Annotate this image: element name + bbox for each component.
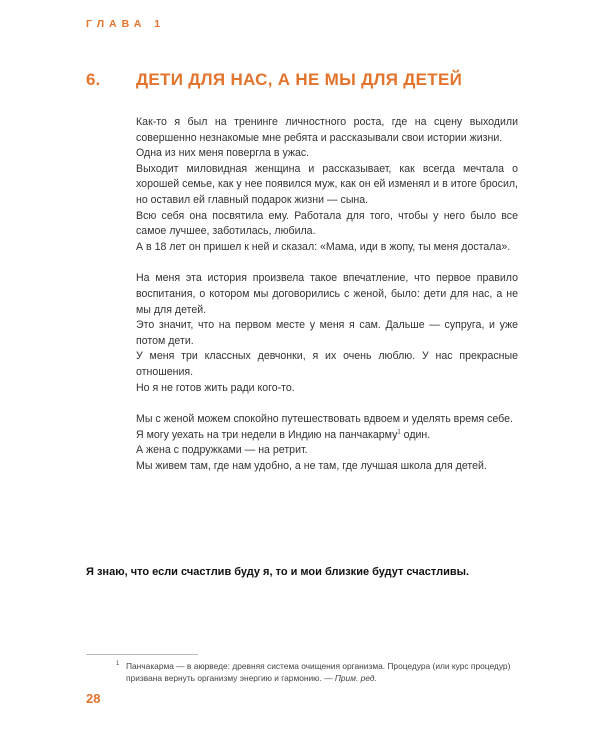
paragraph-with-footnote — [136, 428, 518, 444]
chapter-number: 6. — [86, 70, 101, 89]
footnote — [116, 660, 526, 684]
paragraph-gap — [136, 396, 518, 412]
paragraph: Мы живем там, где нам удобно, а не там, где лучшая школа для детей. — [136, 459, 487, 472]
footnote-text: Панчакарма — в аюрведе: древняя система очищения организма. Процедура (или курс процедур) призвана вернуть организму энергию и гармонию. — — [126, 661, 511, 683]
footnote-divider — [86, 654, 198, 655]
paragraph: Мы с женой можем спокойно путешествовать вдвоем и уделять время себе. — [136, 413, 513, 426]
page-number: 28 — [86, 691, 101, 706]
footnote-reference[interactable]: 1 — [397, 429, 401, 436]
paragraph: Всю себя она посвятила ему. Работала для того, чтобы у него было все самое лучшее, заботилась, любила. — [136, 209, 518, 238]
body-text — [136, 115, 518, 474]
paragraph-text: Я могу уехать на три недели в Индию на панчакарму — [136, 428, 398, 441]
paragraph: У меня три классных девчонки, я их очень люблю. У нас прекрасные отношения. — [136, 350, 518, 378]
key-statement: Я знаю, что если счастлив буду я, то и мои близкие будут счастливы. — [86, 566, 470, 578]
paragraph: На меня эта история произвела такое впечатление, что первое правило воспитания, о котором мы договорились с женой, было: дети для нас, а не мы для детей. — [136, 272, 518, 316]
paragraph: Как-то я был на тренинге личностного роста, где на сцену выходили совершенно незнакомые мне ребята и рассказывали свои истории жизни. — [136, 116, 518, 144]
footnote-mark: 1 — [116, 661, 120, 667]
paragraph: Одна из них меня повергла в ужас. — [136, 147, 310, 160]
paragraph: Выходит миловидная женщина и рассказывает, как всегда мечтала о хорошей семье, как у нее появился муж, как он ей изменял и в итоге бросил, но оставил ей главный подарок жизни — сына. — [136, 162, 518, 206]
chapter-title: ДЕТИ ДЛЯ НАС, А НЕ МЫ ДЛЯ ДЕТЕЙ — [136, 70, 463, 89]
paragraph: А жена с подружками — на ретрит. — [136, 444, 308, 457]
paragraph-text: один. — [400, 428, 431, 441]
paragraph: А в 18 лет он пришел к ней и сказал: «Мама, иди в жопу, ты меня достала». — [136, 240, 511, 253]
footnote-editor-note: Прим. ред. — [334, 673, 377, 683]
paragraph-gap — [136, 255, 518, 271]
running-head: ГЛАВА 1 — [86, 18, 166, 30]
paragraph: Но я не готов жить ради кого-то. — [136, 381, 295, 394]
paragraph: Это значит, что на первом месте у меня я сам. Дальше — супруга, и уже потом дети. — [136, 319, 518, 347]
